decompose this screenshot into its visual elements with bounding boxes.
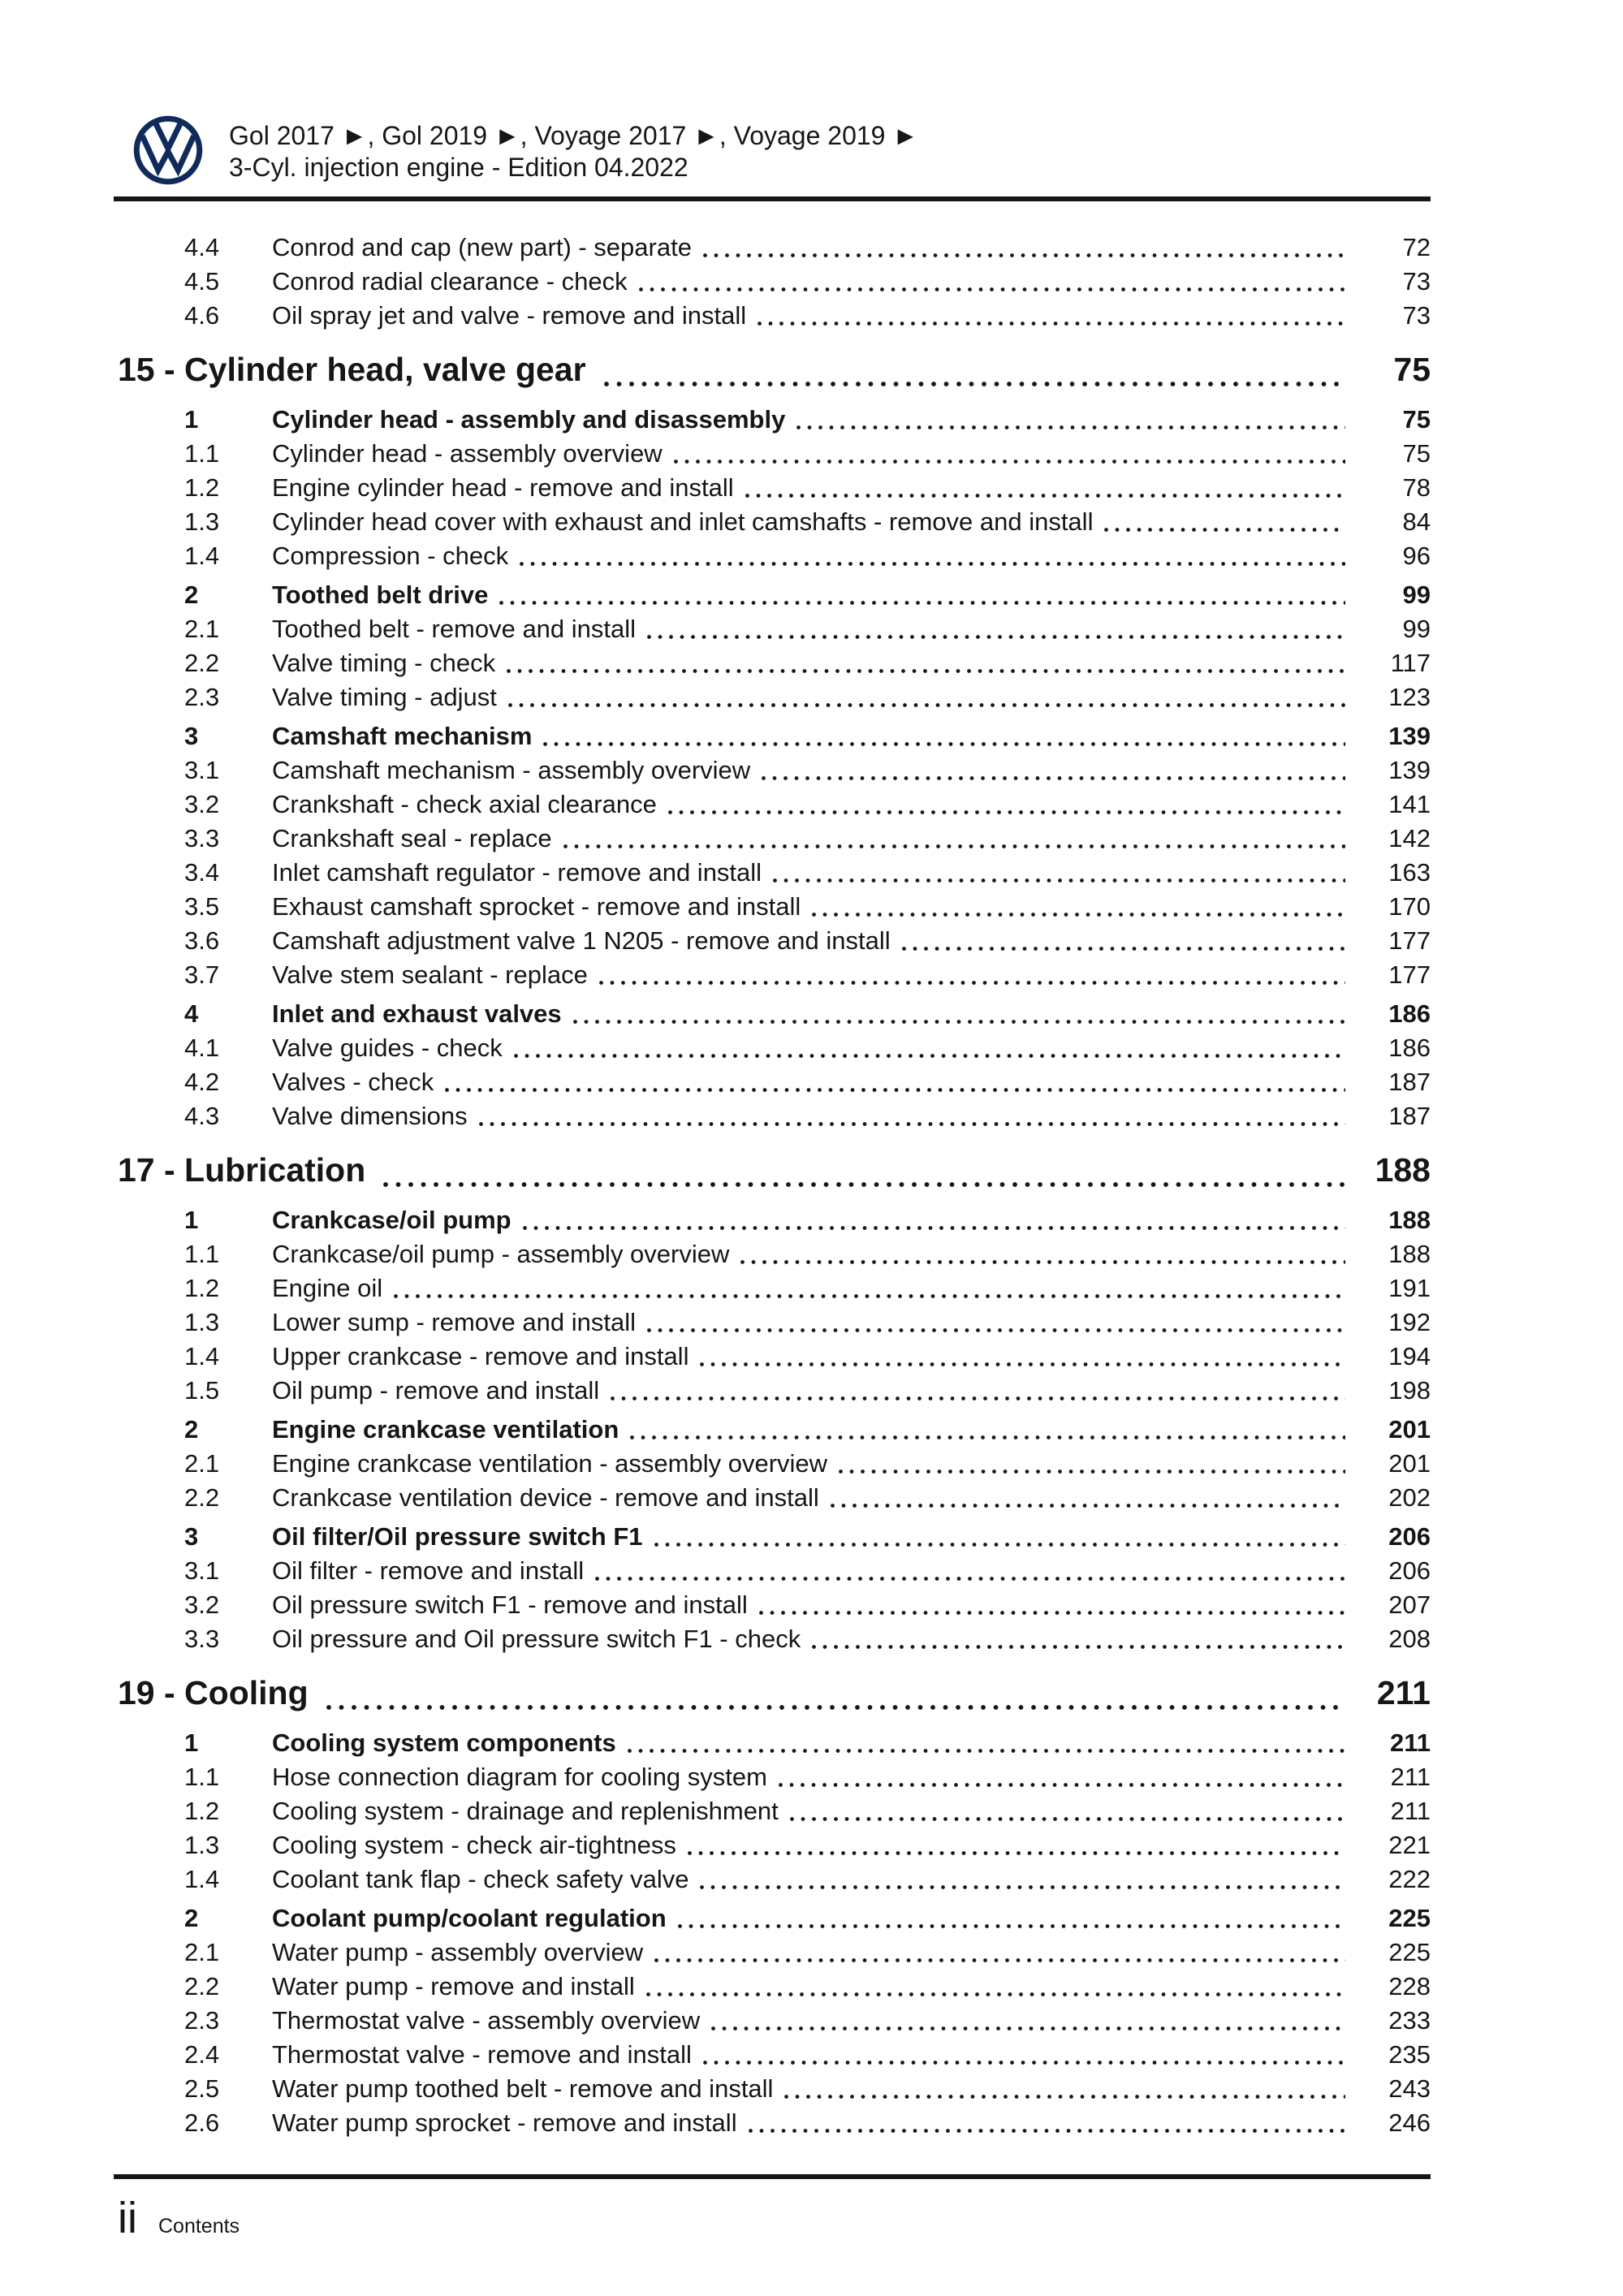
entry-title: Camshaft mechanism (272, 722, 533, 750)
dot-leader (326, 1674, 1345, 1721)
entry-title: Coolant pump/coolant regulation (272, 1904, 667, 1932)
dot-leader (508, 680, 1345, 714)
dot-leader (599, 958, 1345, 992)
entry-page-number: 243 (1388, 2074, 1431, 2103)
entry-title: Water pump - remove and install (272, 1972, 635, 2000)
entry-number: 1 (184, 405, 199, 434)
entry-title: Oil filter - remove and install (272, 1556, 585, 1585)
entry-page-number: 75 (1402, 405, 1431, 434)
entry-number: 1.3 (184, 1308, 220, 1336)
dot-leader (573, 997, 1345, 1031)
toc-entry-row (118, 437, 1431, 471)
entry-title: Valve stem sealant - replace (272, 960, 588, 989)
dot-leader (784, 2072, 1345, 2106)
toc-chapter-row (118, 351, 1431, 398)
entry-title: Cooling system - check air-tightness (272, 1831, 676, 1859)
toc-entry-row (118, 1099, 1431, 1133)
toc-entry-row (118, 1794, 1431, 1828)
entry-number: 3.4 (184, 858, 220, 887)
dot-leader (647, 1306, 1345, 1340)
entry-page-number: 211 (1389, 1728, 1431, 1757)
dot-leader (604, 351, 1345, 398)
entry-page-number: 221 (1388, 1831, 1431, 1859)
chapter-title: 19 - Cooling (118, 1674, 309, 1711)
entry-number: 1 (184, 1728, 199, 1757)
dot-leader (749, 2106, 1345, 2140)
dot-leader (646, 1970, 1345, 2004)
toc-entry-row (118, 1237, 1431, 1271)
toc-entry-row (118, 1031, 1431, 1065)
toc-entry-row (118, 1622, 1431, 1656)
dot-leader (678, 1901, 1345, 1936)
entry-page-number: 225 (1388, 1904, 1431, 1932)
entry-title: Cooling system components (272, 1728, 616, 1757)
entry-page-number: 139 (1388, 756, 1431, 784)
entry-title: Oil filter/Oil pressure switch F1 (272, 1522, 643, 1551)
toc-entry-row (118, 1901, 1431, 1936)
entry-number: 3.3 (184, 1625, 220, 1653)
entry-title: Crankshaft seal - replace (272, 824, 552, 852)
entry-title: Water pump sprocket - remove and install (272, 2108, 737, 2137)
entry-title: Engine crankcase ventilation (272, 1415, 619, 1444)
entry-page-number: 99 (1402, 615, 1431, 643)
entry-page-number: 207 (1388, 1590, 1431, 1619)
entry-page-number: 96 (1402, 542, 1431, 570)
dot-leader (543, 719, 1345, 753)
dot-leader (611, 1374, 1345, 1408)
entry-title: Engine oil (272, 1274, 383, 1302)
toc-entry-row (118, 265, 1431, 299)
dot-leader (796, 403, 1345, 437)
toc-entry-row (118, 2038, 1431, 2072)
toc-entry-row (118, 299, 1431, 333)
toc-entry-row (118, 1970, 1431, 2004)
entry-page-number: 233 (1388, 2006, 1431, 2035)
entry-page-number: 188 (1388, 1206, 1431, 1234)
header-subtitle-line: 3-Cyl. injection engine - Edition 04.2022 (229, 153, 688, 182)
dot-leader (654, 1936, 1345, 1970)
entry-title: Conrod and cap (new part) - separate (272, 233, 692, 261)
dot-leader (758, 299, 1345, 333)
entry-number: 3.2 (184, 790, 220, 818)
entry-page-number: 235 (1388, 2040, 1431, 2069)
entry-number: 3 (184, 722, 199, 750)
dot-leader (514, 1031, 1345, 1065)
toc-entry-row (118, 856, 1431, 890)
entry-number: 4.6 (184, 301, 220, 330)
dot-leader (628, 1726, 1345, 1760)
entry-title: Oil spray jet and valve - remove and install (272, 301, 747, 330)
entry-number: 4.2 (184, 1068, 220, 1096)
toc-entry-row (118, 539, 1431, 573)
entry-title: Toothed belt drive (272, 580, 489, 609)
entry-page-number: 186 (1388, 999, 1431, 1028)
toc-entry-row (118, 2004, 1431, 2038)
entry-number: 2 (184, 580, 199, 609)
dot-leader (711, 2004, 1345, 2038)
entry-number: 1 (184, 1206, 199, 1234)
entry-title: Coolant tank flap - check safety valve (272, 1865, 689, 1893)
entry-title: Valve timing - adjust (272, 683, 497, 711)
entry-title: Thermostat valve - assembly overview (272, 2006, 701, 2035)
dot-leader (700, 1340, 1345, 1374)
toc-entry-row (118, 403, 1431, 437)
entry-page-number: 222 (1388, 1865, 1431, 1893)
entry-page-number: 99 (1402, 580, 1431, 609)
entry-number: 4.4 (184, 233, 220, 261)
toc-entry-row (118, 1554, 1431, 1588)
toc-entry-row (118, 1065, 1431, 1099)
toc-entry-row (118, 1862, 1431, 1897)
dot-leader (831, 1481, 1345, 1515)
footer-page-number: ii (118, 2194, 137, 2242)
entry-title: Conrod radial clearance - check (272, 267, 628, 296)
entry-number: 1.2 (184, 1797, 220, 1825)
entry-page-number: 84 (1402, 507, 1431, 536)
dot-leader (759, 1588, 1345, 1622)
entry-number: 3.2 (184, 1590, 220, 1619)
dot-leader (668, 788, 1345, 822)
entry-title: Camshaft mechanism - assembly overview (272, 756, 751, 784)
entry-page-number: 211 (1390, 1763, 1431, 1791)
entry-title: Cylinder head - assembly overview (272, 439, 663, 468)
entry-page-number: 187 (1388, 1102, 1431, 1130)
toc-chapter-row (118, 1674, 1431, 1721)
toc-entry-row (118, 1271, 1431, 1306)
entry-number: 2.1 (184, 1938, 220, 1966)
dot-leader (595, 1554, 1345, 1588)
entry-number: 1.3 (184, 1831, 220, 1859)
dot-leader (773, 856, 1345, 890)
entry-title: Cylinder head - assembly and disassembly (272, 405, 786, 434)
toc-entry-row (118, 646, 1431, 680)
footer-rule (114, 2174, 1431, 2179)
entry-title: Engine cylinder head - remove and install (272, 473, 734, 502)
toc-entry-row (118, 471, 1431, 505)
entry-number: 2.2 (184, 1972, 220, 2000)
entry-title: Water pump - assembly overview (272, 1938, 644, 1966)
entry-title: Valves - check (272, 1068, 434, 1096)
entry-title: Valve guides - check (272, 1034, 503, 1062)
dot-leader (639, 265, 1345, 299)
toc-entry-row (118, 1374, 1431, 1408)
entry-title: Crankshaft - check axial clearance (272, 790, 657, 818)
toc-entry-row (118, 890, 1431, 924)
toc-entry-row (118, 924, 1431, 958)
entry-number: 2.5 (184, 2074, 220, 2103)
toc-entry-row (118, 1413, 1431, 1447)
footer-section-label: Contents (158, 2215, 240, 2238)
dot-leader (902, 924, 1345, 958)
entry-number: 1.1 (184, 439, 220, 468)
entry-number: 3.3 (184, 824, 220, 852)
entry-page-number: 78 (1402, 473, 1431, 502)
entry-page-number: 72 (1402, 233, 1431, 261)
entry-page-number: 170 (1388, 892, 1431, 921)
entry-number: 3.6 (184, 926, 220, 955)
entry-number: 3.7 (184, 960, 220, 989)
entry-title: Upper crankcase - remove and install (272, 1342, 689, 1370)
entry-page-number: 202 (1388, 1483, 1431, 1512)
toc-entry-row (118, 1340, 1431, 1374)
entry-page-number: 73 (1402, 267, 1431, 296)
toc-entry-row (118, 1828, 1431, 1862)
entry-number: 2.3 (184, 2006, 220, 2035)
entry-number: 2 (184, 1904, 199, 1932)
chapter-title: 15 - Cylinder head, valve gear (118, 351, 586, 388)
entry-title: Inlet and exhaust valves (272, 999, 562, 1028)
toc-entry-row (118, 1306, 1431, 1340)
toc-entry-row (118, 1520, 1431, 1554)
entry-number: 4.3 (184, 1102, 220, 1130)
entry-title: Toothed belt - remove and install (272, 615, 637, 643)
entry-number: 3.1 (184, 756, 220, 784)
entry-number: 1.5 (184, 1376, 220, 1405)
entry-page-number: 177 (1388, 960, 1431, 989)
toc-entry-row (118, 719, 1431, 753)
dot-leader (630, 1413, 1345, 1447)
entry-number: 2.1 (184, 1449, 220, 1478)
toc-entry-row (118, 958, 1431, 992)
toc-entry-row (118, 505, 1431, 539)
entry-page-number: 208 (1388, 1625, 1431, 1653)
entry-page-number: 117 (1390, 649, 1431, 677)
dot-leader (812, 1622, 1345, 1656)
entry-title: Hose connection diagram for cooling system (272, 1763, 767, 1791)
entry-number: 1.2 (184, 1274, 220, 1302)
toc-entry-row (118, 997, 1431, 1031)
dot-leader (563, 822, 1345, 856)
dot-leader (812, 890, 1345, 924)
toc-entry-row (118, 231, 1431, 265)
entry-title: Oil pressure and Oil pressure switch F1 - check (272, 1625, 801, 1653)
entry-page-number: 201 (1388, 1415, 1431, 1444)
dot-leader (688, 1828, 1345, 1862)
entry-title: Cylinder head cover with exhaust and inlet camshafts - remove and install (272, 507, 1094, 536)
entry-number: 4.5 (184, 267, 220, 296)
entry-page-number: 206 (1388, 1522, 1431, 1551)
toc-entry-row (118, 680, 1431, 714)
toc-entry-row (118, 1203, 1431, 1237)
dot-leader (647, 612, 1345, 646)
entry-page-number: 211 (1376, 1674, 1431, 1711)
entry-number: 2 (184, 1415, 199, 1444)
entry-title: Thermostat valve - remove and install (272, 2040, 692, 2069)
entry-page-number: 186 (1388, 1034, 1431, 1062)
entry-title: Valve timing - check (272, 649, 496, 677)
dot-leader (654, 1520, 1345, 1554)
entry-page-number: 228 (1388, 1972, 1431, 2000)
entry-page-number: 201 (1388, 1449, 1431, 1478)
toc-entry-row (118, 1481, 1431, 1515)
entry-page-number: 192 (1388, 1308, 1431, 1336)
entry-page-number: 211 (1390, 1797, 1431, 1825)
toc-entry-row (118, 788, 1431, 822)
entry-title: Cooling system - drainage and replenishment (272, 1797, 779, 1825)
entry-page-number: 188 (1388, 1240, 1431, 1268)
toc-entry-row (118, 1447, 1431, 1481)
entry-number: 1.4 (184, 1865, 220, 1893)
entry-title: Engine crankcase ventilation - assembly overview (272, 1449, 828, 1478)
entry-number: 2.4 (184, 2040, 220, 2069)
entry-page-number: 198 (1388, 1376, 1431, 1405)
dot-leader (499, 578, 1345, 612)
entry-page-number: 123 (1388, 683, 1431, 711)
entry-number: 2.2 (184, 649, 220, 677)
entry-number: 3.1 (184, 1556, 220, 1585)
entry-number: 1.4 (184, 542, 220, 570)
header-models-line: Gol 2017 ►, Gol 2019 ►, Voyage 2017 ►, Voyage 2019 ► (229, 121, 919, 150)
dot-leader (479, 1099, 1345, 1133)
entry-number: 2.6 (184, 2108, 220, 2137)
entry-title: Crankcase/oil pump (272, 1206, 512, 1234)
page-header (132, 114, 1431, 186)
dot-leader (839, 1447, 1345, 1481)
entry-page-number: 187 (1388, 1068, 1431, 1096)
dot-leader (1104, 505, 1345, 539)
entry-number: 2.2 (184, 1483, 220, 1512)
entry-page-number: 206 (1388, 1556, 1431, 1585)
dot-leader (779, 1760, 1345, 1794)
toc-entry-row (118, 822, 1431, 856)
toc-entry-row (118, 2106, 1431, 2140)
toc-entry-row (118, 1588, 1431, 1622)
entry-number: 1.3 (184, 507, 220, 536)
toc-entry-row (118, 1726, 1431, 1760)
entry-number: 3.5 (184, 892, 220, 921)
dot-leader (790, 1794, 1345, 1828)
dot-leader (394, 1271, 1345, 1306)
dot-leader (383, 1151, 1345, 1198)
entry-page-number: 142 (1388, 824, 1431, 852)
entry-page-number: 177 (1388, 926, 1431, 955)
entry-page-number: 194 (1388, 1342, 1431, 1370)
entry-number: 2.3 (184, 683, 220, 711)
entry-number: 4 (184, 999, 199, 1028)
entry-title: Crankcase/oil pump - assembly overview (272, 1240, 730, 1268)
entry-number: 1.1 (184, 1240, 220, 1268)
dot-leader (703, 2038, 1345, 2072)
entry-title: Inlet camshaft regulator - remove and install (272, 858, 762, 887)
vw-logo (132, 114, 204, 186)
chapter-title: 17 - Lubrication (118, 1151, 366, 1189)
entry-page-number: 139 (1388, 722, 1431, 750)
entry-title: Lower sump - remove and install (272, 1308, 636, 1336)
entry-page-number: 246 (1388, 2108, 1431, 2137)
entry-page-number: 75 (1402, 439, 1431, 468)
entry-page-number: 188 (1375, 1151, 1431, 1189)
entry-number: 1.2 (184, 473, 220, 502)
dot-leader (520, 539, 1345, 573)
entry-title: Exhaust camshaft sprocket - remove and install (272, 892, 801, 921)
entry-title: Crankcase ventilation device - remove and install (272, 1483, 819, 1512)
entry-page-number: 141 (1388, 790, 1431, 818)
entry-page-number: 191 (1388, 1274, 1431, 1302)
entry-number: 1.4 (184, 1342, 220, 1370)
toc-entry-row (118, 753, 1431, 788)
toc-chapter-row (118, 1151, 1431, 1198)
entry-number: 1.1 (184, 1763, 220, 1791)
entry-page-number: 75 (1393, 351, 1431, 388)
toc-entry-row (118, 578, 1431, 612)
dot-leader (445, 1065, 1345, 1099)
dot-leader (740, 1237, 1345, 1271)
entry-page-number: 225 (1388, 1938, 1431, 1966)
toc-entry-row (118, 1936, 1431, 1970)
entry-page-number: 163 (1388, 858, 1431, 887)
table-of-contents (118, 201, 1431, 2140)
entry-number: 2.1 (184, 615, 220, 643)
dot-leader (762, 753, 1345, 788)
entry-title: Water pump toothed belt - remove and install (272, 2074, 774, 2103)
entry-number: 3 (184, 1522, 199, 1551)
toc-entry-row (118, 612, 1431, 646)
dot-leader (703, 231, 1345, 265)
page-footer (118, 2194, 1431, 2242)
dot-leader (523, 1203, 1345, 1237)
toc-entry-row (118, 2072, 1431, 2106)
entry-page-number: 73 (1402, 301, 1431, 330)
header-text (229, 120, 918, 183)
entry-title: Camshaft adjustment valve 1 N205 - remove and install (272, 926, 891, 955)
dot-leader (700, 1862, 1345, 1897)
entry-title: Compression - check (272, 542, 509, 570)
entry-title: Oil pressure switch F1 - remove and install (272, 1590, 748, 1619)
dot-leader (507, 646, 1345, 680)
entry-title: Valve dimensions (272, 1102, 468, 1130)
entry-title: Oil pump - remove and install (272, 1376, 600, 1405)
dot-leader (674, 437, 1345, 471)
entry-number: 4.1 (184, 1034, 220, 1062)
dot-leader (745, 471, 1345, 505)
toc-entry-row (118, 1760, 1431, 1794)
